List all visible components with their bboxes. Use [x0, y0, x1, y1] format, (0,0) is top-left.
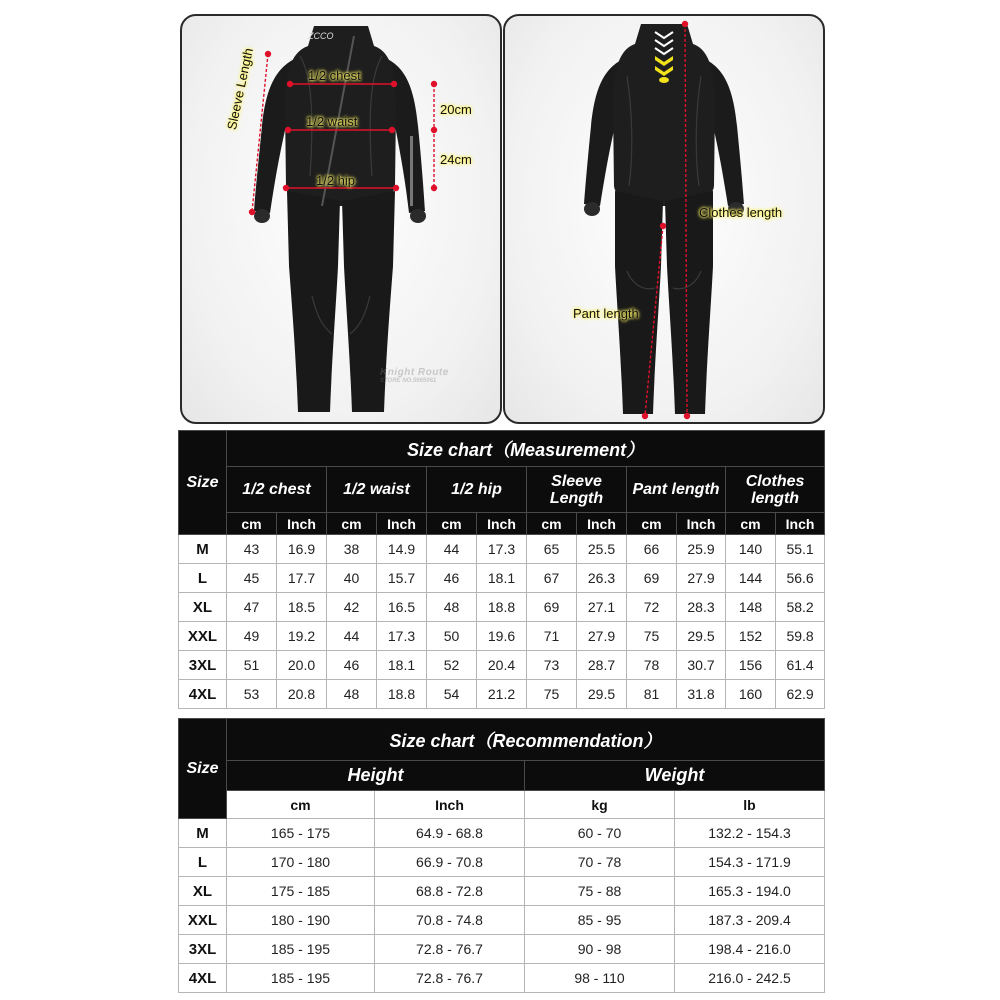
table-cell: 15.7	[377, 564, 427, 593]
table-cell: 20.0	[277, 651, 327, 680]
unit-header: lb	[675, 791, 825, 819]
table-cell: 28.3	[677, 593, 726, 622]
table-cell: 78	[627, 651, 677, 680]
unit-header: cm	[726, 513, 776, 535]
row-size-label: L	[179, 848, 227, 877]
table-cell: 156	[726, 651, 776, 680]
sleeve-length-label: Sleeve Length	[224, 46, 256, 132]
brand-logo: ZCCO	[308, 31, 334, 41]
table-cell: 18.5	[277, 593, 327, 622]
table-cell: 175 - 185	[227, 877, 375, 906]
table-cell: 20.8	[277, 680, 327, 709]
table-cell: 38	[327, 535, 377, 564]
table-cell: 60 - 70	[525, 819, 675, 848]
group-header: Height	[227, 761, 525, 791]
unit-header: Inch	[776, 513, 825, 535]
table-cell: 72.8 - 76.7	[375, 935, 525, 964]
table-cell: 90 - 98	[525, 935, 675, 964]
table-cell: 72.8 - 76.7	[375, 964, 525, 993]
table-cell: 98 - 110	[525, 964, 675, 993]
table-cell: 53	[227, 680, 277, 709]
table-cell: 40	[327, 564, 377, 593]
table-cell: 187.3 - 209.4	[675, 906, 825, 935]
table-cell: 17.3	[377, 622, 427, 651]
table-row	[179, 564, 825, 593]
size-header: Size	[179, 719, 227, 819]
table-cell: 69	[627, 564, 677, 593]
table-cell: 48	[327, 680, 377, 709]
gap-upper-label: 20cm	[440, 102, 472, 117]
table-cell: 66	[627, 535, 677, 564]
group-header: 1/2 hip	[427, 467, 527, 513]
table-cell: 65	[527, 535, 577, 564]
group-header: Sleeve Length	[527, 467, 627, 513]
table-cell: 170 - 180	[227, 848, 375, 877]
table-cell: 16.5	[377, 593, 427, 622]
table-cell: 62.9	[776, 680, 825, 709]
table-cell: 185 - 195	[227, 935, 375, 964]
table-cell: 180 - 190	[227, 906, 375, 935]
unit-header: cm	[427, 513, 477, 535]
table-cell: 70.8 - 74.8	[375, 906, 525, 935]
table-cell: 64.9 - 68.8	[375, 819, 525, 848]
row-size-label: XL	[179, 877, 227, 906]
table-cell: 61.4	[776, 651, 825, 680]
table-cell: 144	[726, 564, 776, 593]
table-cell: 21.2	[477, 680, 527, 709]
table-cell: 75	[527, 680, 577, 709]
row-size-label: 4XL	[179, 680, 227, 709]
table-cell: 18.8	[477, 593, 527, 622]
recommendation-size-table	[178, 718, 825, 993]
table-cell: 68.8 - 72.8	[375, 877, 525, 906]
table-cell: 81	[627, 680, 677, 709]
table-cell: 44	[327, 622, 377, 651]
measurement-title: Size chart（Measurement）	[227, 431, 825, 467]
table-cell: 148	[726, 593, 776, 622]
table-cell: 17.3	[477, 535, 527, 564]
table-cell: 56.6	[776, 564, 825, 593]
table-cell: 29.5	[677, 622, 726, 651]
row-size-label: M	[179, 535, 227, 564]
group-header: 1/2 waist	[327, 467, 427, 513]
table-cell: 27.1	[577, 593, 627, 622]
table-cell: 25.5	[577, 535, 627, 564]
front-view-panel	[180, 14, 502, 424]
waist-label: 1/2 waist	[306, 114, 358, 129]
unit-header: Inch	[277, 513, 327, 535]
table-row	[179, 651, 825, 680]
table-row	[179, 906, 825, 935]
table-cell: 70 - 78	[525, 848, 675, 877]
group-header: Pant length	[627, 467, 726, 513]
table-cell: 55.1	[776, 535, 825, 564]
table-cell: 132.2 - 154.3	[675, 819, 825, 848]
table-cell: 51	[227, 651, 277, 680]
table-row	[179, 877, 825, 906]
group-header: Weight	[525, 761, 825, 791]
row-size-label: M	[179, 819, 227, 848]
row-size-label: 3XL	[179, 935, 227, 964]
row-size-label: 4XL	[179, 964, 227, 993]
table-cell: 73	[527, 651, 577, 680]
table-cell: 49	[227, 622, 277, 651]
watermark: Knight Route STORE NO.5665061	[380, 367, 449, 384]
table-cell: 165.3 - 194.0	[675, 877, 825, 906]
table-row	[179, 593, 825, 622]
unit-header: cm	[227, 791, 375, 819]
table-cell: 75 - 88	[525, 877, 675, 906]
table-cell: 198.4 - 216.0	[675, 935, 825, 964]
clothes-length-label: Clothes length	[699, 205, 783, 220]
gap-lower-label: 24cm	[440, 152, 472, 167]
back-view-panel	[503, 14, 825, 424]
table-cell: 58.2	[776, 593, 825, 622]
table-cell: 19.2	[277, 622, 327, 651]
table-cell: 45	[227, 564, 277, 593]
table-cell: 140	[726, 535, 776, 564]
table-cell: 14.9	[377, 535, 427, 564]
measurement-rows	[179, 535, 825, 709]
size-header: Size	[179, 431, 227, 535]
unit-header: kg	[525, 791, 675, 819]
table-cell: 46	[427, 564, 477, 593]
row-size-label: 3XL	[179, 651, 227, 680]
table-cell: 48	[427, 593, 477, 622]
table-cell: 67	[527, 564, 577, 593]
table-cell: 185 - 195	[227, 964, 375, 993]
table-cell: 17.7	[277, 564, 327, 593]
table-row	[179, 622, 825, 651]
table-cell: 47	[227, 593, 277, 622]
group-header: 1/2 chest	[227, 467, 327, 513]
table-cell: 75	[627, 622, 677, 651]
table-cell: 19.6	[477, 622, 527, 651]
table-cell: 28.7	[577, 651, 627, 680]
hip-label: 1/2 hip	[316, 173, 356, 188]
table-cell: 165 - 175	[227, 819, 375, 848]
table-cell: 27.9	[577, 622, 627, 651]
table-cell: 59.8	[776, 622, 825, 651]
table-cell: 69	[527, 593, 577, 622]
table-cell: 31.8	[677, 680, 726, 709]
table-cell: 43	[227, 535, 277, 564]
table-cell: 50	[427, 622, 477, 651]
table-row	[179, 848, 825, 877]
row-size-label: XXL	[179, 906, 227, 935]
table-cell: 25.9	[677, 535, 726, 564]
table-cell: 66.9 - 70.8	[375, 848, 525, 877]
table-cell: 46	[327, 651, 377, 680]
unit-header: cm	[327, 513, 377, 535]
unit-header: cm	[627, 513, 677, 535]
table-cell: 20.4	[477, 651, 527, 680]
unit-header: Inch	[375, 791, 525, 819]
unit-header: Inch	[377, 513, 427, 535]
table-cell: 27.9	[677, 564, 726, 593]
row-size-label: XL	[179, 593, 227, 622]
table-row	[179, 680, 825, 709]
table-cell: 54	[427, 680, 477, 709]
chest-label: 1/2 chest	[308, 68, 361, 83]
table-row	[179, 535, 825, 564]
unit-header: cm	[527, 513, 577, 535]
table-cell: 26.3	[577, 564, 627, 593]
measurement-size-table	[178, 430, 825, 709]
table-cell: 216.0 - 242.5	[675, 964, 825, 993]
pant-length-label: Pant length	[573, 306, 639, 321]
unit-header: Inch	[477, 513, 527, 535]
table-row	[179, 935, 825, 964]
table-cell: 44	[427, 535, 477, 564]
table-row	[179, 819, 825, 848]
table-cell: 52	[427, 651, 477, 680]
recommendation-title: Size chart（Recommendation）	[227, 719, 825, 761]
table-cell: 42	[327, 593, 377, 622]
table-cell: 71	[527, 622, 577, 651]
table-cell: 18.8	[377, 680, 427, 709]
table-cell: 16.9	[277, 535, 327, 564]
table-cell: 18.1	[477, 564, 527, 593]
table-row	[179, 964, 825, 993]
table-cell: 160	[726, 680, 776, 709]
table-cell: 85 - 95	[525, 906, 675, 935]
unit-header: Inch	[577, 513, 627, 535]
table-cell: 72	[627, 593, 677, 622]
row-size-label: XXL	[179, 622, 227, 651]
group-header: Clothes length	[726, 467, 825, 513]
table-cell: 18.1	[377, 651, 427, 680]
recommendation-rows	[179, 819, 825, 993]
table-cell: 154.3 - 171.9	[675, 848, 825, 877]
table-cell: 152	[726, 622, 776, 651]
unit-header: Inch	[677, 513, 726, 535]
row-size-label: L	[179, 564, 227, 593]
table-cell: 30.7	[677, 651, 726, 680]
unit-header: cm	[227, 513, 277, 535]
table-cell: 29.5	[577, 680, 627, 709]
